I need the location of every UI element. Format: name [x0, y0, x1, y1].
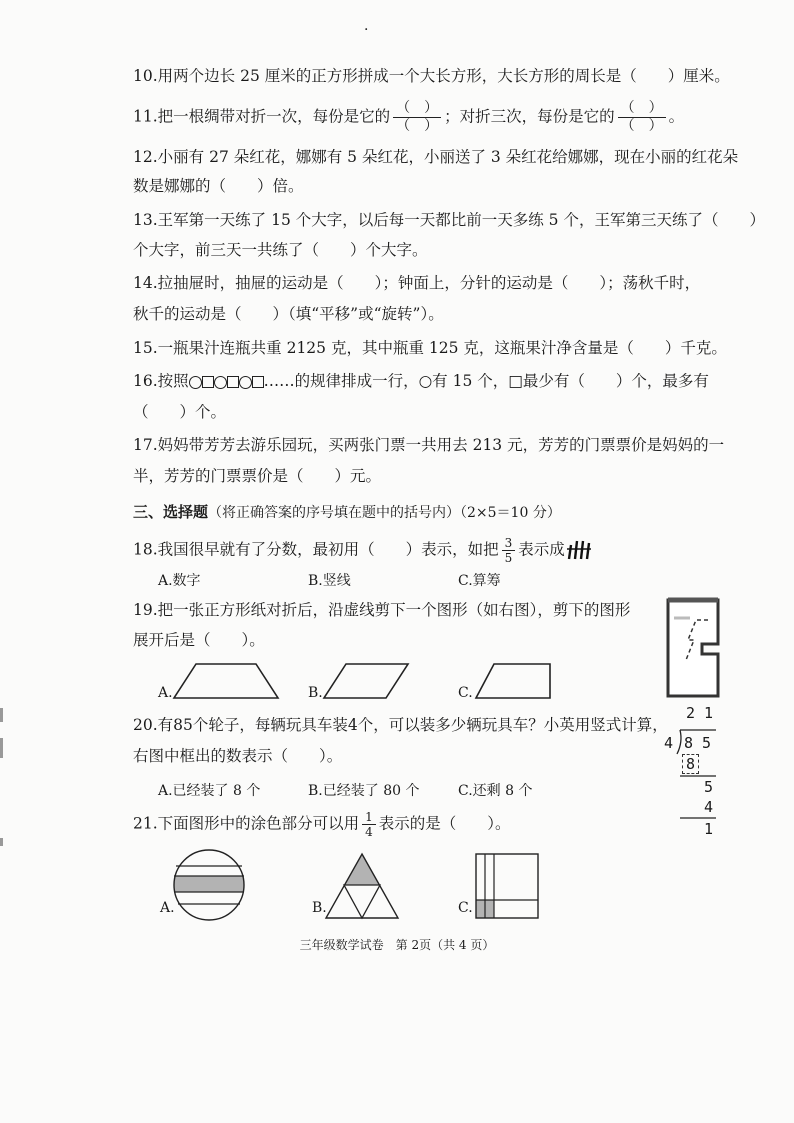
division-quotient: 2 1: [686, 704, 714, 722]
fraction-numerator: 3: [502, 536, 516, 551]
question-20-line1: 20.有85个轮子，每辆玩具车装4个，可以装多少辆玩具车？小英用竖式计算，: [133, 716, 668, 734]
q19-option-b: B.: [308, 685, 323, 701]
circle-stripes-figure: [172, 848, 246, 922]
blank-fraction-1: [393, 100, 441, 135]
section-3-heading: [133, 501, 561, 522]
right-trapezoid-shape: [474, 662, 554, 702]
blank-fraction-2: [618, 100, 666, 135]
question-14-line2: 秋千的运动是（ ）（填“平移”或“旋转”）。: [133, 305, 444, 323]
square-icon: [202, 376, 214, 388]
header-dot: ·: [364, 22, 369, 38]
question-20-line2: 右图中框出的数表示（ ）。: [133, 747, 343, 765]
q18-option-c: C.算筹: [458, 573, 501, 589]
question-18: [133, 536, 591, 565]
q21-text-a: 21.下面图形中的涂色部分可以用: [133, 814, 360, 833]
q21-option-c: C.: [458, 900, 473, 916]
binding-mark: [0, 708, 3, 722]
binding-mark: [0, 838, 3, 846]
question-16-line2: （ ）个。: [133, 403, 227, 421]
question-12-line2: 数是娜娜的（ ）倍。: [133, 177, 304, 195]
fraction-one-quarter: [362, 810, 376, 839]
question-14-line1: 14.拉抽屉时，抽屉的运动是（ ）；钟面上，分针的运动是（ ）；荡秋千时，: [133, 274, 701, 292]
q16-text-a: 16.按照: [133, 372, 189, 390]
question-19-line2: 展开后是（ ）。: [133, 631, 265, 649]
q16-text-b: ……的规律排成一行，○有 15 个，□最少有（ ）个，最多有: [263, 372, 709, 390]
q20-option-c: C.还剩 8 个: [458, 783, 533, 799]
section-3-title: 三、选择题: [133, 503, 209, 521]
triangle-figure: [322, 852, 402, 922]
square-icon: [252, 376, 264, 388]
q19-option-c: C.: [458, 685, 473, 701]
question-11: [133, 100, 684, 135]
question-13-line2: 个大字，前三天一共练了（ ）个大字。: [133, 241, 428, 259]
q18-text-a: 18.我国很早就有了分数，最初用（ ）表示，如把: [133, 540, 499, 559]
question-13-line1: 13.王军第一天练了 15 个大字，以后每一天都比前一天多练 5 个，王军第三天练了（ ）: [133, 211, 765, 229]
question-21: [133, 810, 511, 839]
fraction-denominator: （ ）: [396, 118, 439, 134]
square-icon: [227, 376, 239, 388]
question-16-line1: [133, 371, 709, 391]
q18-text-b: 表示成: [518, 540, 565, 559]
q18-option-b: B.竖线: [308, 573, 351, 589]
question-10: 10.用两个边长 25 厘米的正方形拼成一个大长方形，大长方形的周长是（ ）厘米。: [133, 67, 730, 85]
question-19-line1: 19.把一张正方形纸对折后，沿虚线剪下一个图形（如右图），剪下的图形: [133, 601, 631, 619]
fraction-numerator: 1: [362, 810, 376, 825]
q21-option-b: B.: [312, 900, 327, 916]
q21-text-b: 表示的是（ ）。: [378, 814, 511, 833]
fraction-numerator: （ ）: [393, 100, 441, 118]
section-3-note: （将正确答案的序号填在题中的括号内）（2×5＝10 分）: [208, 505, 561, 521]
page-footer: 三年级数学试卷 第 2页（共 4 页）: [299, 938, 495, 952]
question-12-line1: 12.小丽有 27 朵红花，娜娜有 5 朵红花，小丽送了 3 朵红花给娜娜，现在小丽的红花朵: [133, 148, 739, 166]
square-figure: [474, 852, 540, 922]
division-dividend: 8 5: [684, 734, 712, 752]
question-17-line2: 半，芳芳的门票票价是（ ）元。: [133, 467, 382, 485]
circle-icon: [214, 376, 227, 389]
counting-rods-icon: [565, 541, 591, 561]
q11-text-a: 11.把一根绸带对折一次，每份是它的: [133, 107, 391, 126]
trapezoid-shape: [172, 662, 282, 702]
circle-icon: [239, 376, 252, 389]
division-bracket: [662, 704, 732, 844]
division-remainder-final: 1: [704, 820, 714, 838]
fraction-three-fifths: [502, 536, 516, 565]
q19-option-a: A.: [158, 685, 173, 701]
q11-text-b: ；对折三次，每份是它的: [444, 107, 615, 126]
fraction-denominator: 5: [504, 551, 513, 565]
parallelogram-shape: [322, 662, 412, 702]
question-15: 15.一瓶果汁连瓶共重 2125 克，其中瓶重 125 克，这瓶果汁净含量是（ ）千克。: [133, 339, 727, 357]
question-17-line1: 17.妈妈带芳芳去游乐园玩，买两张门票一共用去 213 元，芳芳的门票票价是妈妈的一: [133, 436, 725, 454]
fraction-denominator: （ ）: [620, 118, 663, 134]
division-subtract-2: 4: [704, 798, 714, 816]
division-divisor: 4: [664, 734, 674, 752]
folded-paper-figure: [666, 598, 726, 698]
q18-option-a: A.数字: [158, 573, 201, 589]
q20-option-a: A.已经装了 8 个: [158, 783, 261, 799]
long-division: [662, 704, 732, 844]
circle-icon: [189, 376, 202, 389]
q21-option-a: A.: [160, 900, 175, 916]
fraction-denominator: 4: [365, 825, 373, 839]
division-remainder-1: 5: [704, 778, 714, 796]
division-boxed-number: 8: [682, 754, 699, 774]
q11-text-c: 。: [668, 107, 685, 126]
shape-pattern: [189, 372, 264, 390]
binding-mark: [0, 738, 3, 758]
fraction-numerator: （ ）: [618, 100, 666, 118]
q20-option-b: B.已经装了 80 个: [308, 783, 420, 799]
